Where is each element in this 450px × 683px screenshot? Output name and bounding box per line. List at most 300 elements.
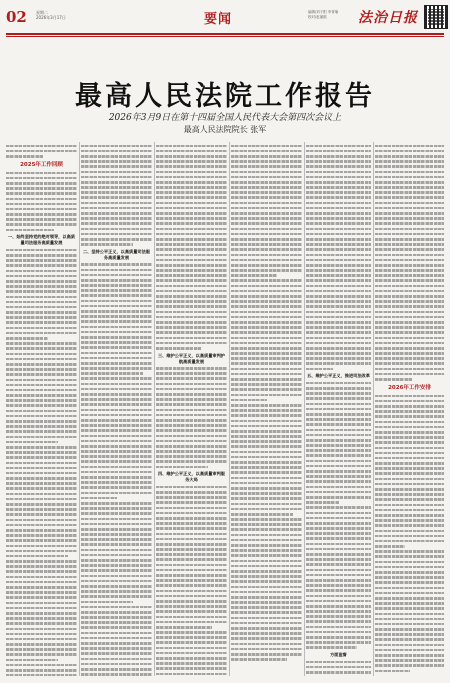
body-text-line xyxy=(6,441,58,444)
body-text-line xyxy=(6,617,77,620)
body-text-line xyxy=(375,483,444,486)
body-text-line xyxy=(6,436,77,439)
column-divider xyxy=(79,142,80,676)
body-text-line xyxy=(231,575,302,578)
body-text-line xyxy=(6,410,77,413)
body-text-line xyxy=(375,597,444,600)
body-text-line xyxy=(6,633,77,636)
body-text-line xyxy=(231,643,302,646)
body-text-line xyxy=(81,626,152,629)
body-text-line xyxy=(81,642,152,645)
body-text-line xyxy=(81,336,152,339)
body-text-line xyxy=(156,631,227,634)
body-text-line xyxy=(156,496,227,499)
body-text-line xyxy=(231,155,302,158)
body-text-line xyxy=(156,543,227,546)
body-text-line xyxy=(156,285,227,288)
body-text-line xyxy=(306,316,371,319)
body-text-line xyxy=(231,191,302,194)
body-text-line xyxy=(156,636,227,639)
body-text-line xyxy=(375,243,444,246)
body-text-line xyxy=(6,607,77,610)
proofreader-line: 校对/赵丽鸥 xyxy=(308,15,327,19)
body-text-line xyxy=(306,202,371,205)
body-text-line xyxy=(6,576,77,579)
column-divider xyxy=(373,142,374,676)
body-text-line xyxy=(81,492,152,495)
body-text-line xyxy=(231,570,302,573)
body-text-line xyxy=(6,353,77,356)
body-text-line xyxy=(156,367,227,370)
body-text-line xyxy=(156,491,227,494)
body-text-line xyxy=(81,217,152,220)
body-text-line xyxy=(81,543,152,546)
body-text-line xyxy=(156,486,227,489)
body-text-line xyxy=(156,196,227,199)
text-column-4 xyxy=(231,142,302,676)
body-text-line xyxy=(156,264,227,267)
body-text-line xyxy=(6,172,77,175)
body-text-line xyxy=(81,326,152,329)
body-text-line xyxy=(81,233,152,236)
section-heading: 五、维护公平正义，推进司法改革 xyxy=(307,373,370,379)
body-text-line xyxy=(156,512,227,515)
body-text-line xyxy=(306,311,371,314)
body-text-line xyxy=(231,586,302,589)
body-text-line xyxy=(156,466,208,469)
body-text-line xyxy=(6,570,77,573)
body-text-line xyxy=(306,574,371,577)
body-text-line xyxy=(6,622,77,625)
body-text-line xyxy=(231,181,302,184)
body-text-line xyxy=(81,274,152,277)
body-text-line xyxy=(81,549,152,552)
body-text-line xyxy=(81,564,152,567)
body-text-line xyxy=(81,357,152,360)
body-text-line xyxy=(6,249,77,252)
body-text-line xyxy=(231,238,302,241)
body-text-line xyxy=(156,238,227,241)
body-text-line xyxy=(156,574,227,577)
body-text-line xyxy=(6,524,77,527)
body-text-line xyxy=(6,462,77,465)
body-text-line xyxy=(6,270,77,273)
body-text-line xyxy=(81,377,152,380)
body-text-line xyxy=(6,290,77,293)
body-text-line xyxy=(81,279,152,282)
body-text-line xyxy=(6,203,77,206)
body-text-line xyxy=(6,456,77,459)
body-text-line xyxy=(375,644,444,647)
body-text-line xyxy=(306,506,371,509)
body-text-line xyxy=(231,632,302,635)
column-divider xyxy=(304,142,305,676)
body-text-line xyxy=(6,182,77,185)
body-text-line xyxy=(375,623,444,626)
article-body xyxy=(6,142,444,676)
headline: 最高人民法院工作报告 xyxy=(75,81,375,112)
body-text-line xyxy=(375,347,444,350)
body-text-line xyxy=(231,508,302,511)
issue-date-line: 2026年3月17日 xyxy=(36,15,66,20)
body-text-line xyxy=(81,595,152,598)
body-text-line xyxy=(306,641,371,644)
body-text-line xyxy=(231,544,302,547)
body-text-line xyxy=(231,549,302,552)
body-text-line xyxy=(156,259,227,262)
body-text-line xyxy=(231,591,302,594)
body-text-line xyxy=(306,368,333,371)
body-text-line xyxy=(231,373,302,376)
body-text-line xyxy=(306,429,371,432)
body-text-line xyxy=(156,337,227,340)
body-text-line xyxy=(306,352,371,355)
body-text-line xyxy=(156,222,227,225)
body-text-line xyxy=(156,662,227,665)
body-text-line xyxy=(306,517,371,520)
body-text-line xyxy=(81,523,152,526)
body-text-line xyxy=(306,615,371,618)
body-text-line xyxy=(306,228,371,231)
body-text-line xyxy=(6,643,77,646)
column-divider xyxy=(154,142,155,676)
body-text-line xyxy=(81,238,152,241)
body-text-line xyxy=(81,403,152,406)
body-text-line xyxy=(375,331,444,334)
body-text-line xyxy=(231,305,302,308)
body-text-line xyxy=(306,279,371,282)
body-text-line xyxy=(81,585,152,588)
body-text-line xyxy=(6,451,77,454)
body-text-line xyxy=(306,186,371,189)
body-text-line xyxy=(81,466,152,469)
body-text-line xyxy=(156,533,227,536)
body-text-line xyxy=(375,493,444,496)
body-text-line xyxy=(231,534,302,537)
body-text-line xyxy=(231,176,302,179)
body-text-line xyxy=(81,367,152,370)
body-text-line xyxy=(231,580,302,583)
body-text-line xyxy=(156,409,227,412)
body-text-line xyxy=(156,150,227,153)
body-text-line xyxy=(231,248,302,251)
body-text-line xyxy=(375,447,444,450)
body-text-line xyxy=(6,213,77,216)
body-text-line xyxy=(375,321,444,324)
body-text-line xyxy=(81,165,152,168)
body-text-line xyxy=(306,563,371,566)
body-text-line xyxy=(6,555,68,558)
body-text-line xyxy=(6,229,54,232)
body-text-line xyxy=(81,569,152,572)
body-text-line xyxy=(81,352,152,355)
body-text-line xyxy=(156,295,227,298)
body-text-line xyxy=(6,513,77,516)
section-heading: 三、维护公平正义，以高质量审判护航高质量发展 xyxy=(157,352,225,364)
body-text-line xyxy=(231,243,302,246)
section-heading: 二、坚持公平正义，以高质量司法服务高质量发展 xyxy=(82,248,150,260)
body-text-line xyxy=(375,395,444,398)
body-text-line xyxy=(6,384,77,387)
body-text-line xyxy=(156,460,227,463)
body-text-line xyxy=(81,590,152,593)
body-text-line xyxy=(375,191,444,194)
body-text-line xyxy=(81,575,152,578)
body-text-line xyxy=(231,653,302,656)
body-text-line xyxy=(306,605,371,608)
subheadline: 2026年3月9日在第十四届全国人民代表大会第四次会议上 xyxy=(108,113,342,123)
body-text-line xyxy=(231,482,302,485)
body-text-line xyxy=(306,150,371,153)
body-text-line xyxy=(6,155,44,158)
body-text-line xyxy=(156,300,227,303)
body-text-line xyxy=(306,543,371,546)
body-text-line xyxy=(81,145,152,148)
body-text-line xyxy=(231,430,302,433)
body-text-line xyxy=(306,362,371,365)
body-text-line xyxy=(231,378,302,381)
body-text-line xyxy=(81,507,152,510)
body-text-line xyxy=(6,430,77,433)
body-text-line xyxy=(375,638,444,641)
body-text-line xyxy=(156,424,227,427)
body-text-line xyxy=(81,284,152,287)
body-text-line xyxy=(81,554,152,557)
body-text-line xyxy=(6,472,77,475)
body-text-line xyxy=(231,233,302,236)
body-text-line xyxy=(306,600,371,603)
body-text-line xyxy=(375,530,444,533)
body-text-line xyxy=(156,641,227,644)
body-text-line xyxy=(6,404,77,407)
body-text-line xyxy=(156,569,227,572)
body-text-line xyxy=(306,342,371,345)
body-text-line xyxy=(81,528,152,531)
body-text-line xyxy=(6,394,77,397)
body-text-line xyxy=(81,512,152,515)
body-text-line xyxy=(231,171,302,174)
body-text-line xyxy=(375,670,410,673)
body-text-line xyxy=(81,315,152,318)
body-text-line xyxy=(81,207,152,210)
masthead-rule-thin xyxy=(6,36,444,37)
body-text-line xyxy=(375,664,444,667)
body-text-line xyxy=(156,228,227,231)
body-text-line xyxy=(306,269,371,272)
body-text-line xyxy=(81,450,152,453)
body-text-line xyxy=(81,502,152,505)
body-text-line xyxy=(306,259,371,262)
body-text-line xyxy=(6,602,77,605)
body-text-line xyxy=(156,191,227,194)
body-text-line xyxy=(306,238,371,241)
body-text-line xyxy=(81,393,152,396)
body-text-line xyxy=(375,207,444,210)
body-text-line xyxy=(306,160,371,163)
body-text-line xyxy=(81,424,152,427)
body-text-line xyxy=(6,264,77,267)
body-text-line xyxy=(81,372,143,375)
section-heading: 一、始终坚持党的绝对领导，以高质量司法服务高质量发展 xyxy=(7,234,75,246)
body-text-line xyxy=(375,613,444,616)
body-text-line xyxy=(156,590,227,593)
body-text-line xyxy=(6,508,77,511)
body-text-line xyxy=(81,668,152,671)
body-text-line xyxy=(231,497,302,500)
body-text-line xyxy=(81,383,152,386)
body-text-line xyxy=(231,145,302,148)
body-text-line xyxy=(156,501,227,504)
body-text-line xyxy=(375,555,444,558)
body-text-line xyxy=(231,202,302,205)
body-text-line xyxy=(6,498,77,501)
body-text-line xyxy=(81,445,152,448)
body-text-line xyxy=(375,269,444,272)
body-text-line xyxy=(6,477,77,480)
body-text-line xyxy=(231,186,302,189)
body-text-line xyxy=(375,581,444,584)
body-text-line xyxy=(375,436,444,439)
body-text-line xyxy=(81,419,152,422)
body-text-line xyxy=(306,569,371,572)
body-text-line xyxy=(6,503,77,506)
body-text-line xyxy=(156,398,227,401)
body-text-line xyxy=(231,523,302,526)
body-text-line xyxy=(375,228,444,231)
body-text-line xyxy=(156,342,227,345)
body-text-line xyxy=(156,667,227,670)
body-text-line xyxy=(6,223,77,226)
body-text-line xyxy=(375,628,444,631)
body-text-line xyxy=(81,580,152,583)
body-text-line xyxy=(375,238,444,241)
body-text-line xyxy=(375,431,444,434)
body-text-line xyxy=(306,222,371,225)
body-text-line xyxy=(6,596,77,599)
body-text-line xyxy=(156,269,227,272)
body-text-line xyxy=(81,611,152,614)
body-text-line xyxy=(375,524,444,527)
body-text-line xyxy=(6,653,77,656)
body-text-line xyxy=(375,400,444,403)
body-text-line xyxy=(81,673,152,676)
body-text-line xyxy=(6,550,77,553)
body-text-line xyxy=(6,539,77,542)
body-text-line xyxy=(306,243,371,246)
body-text-line xyxy=(375,233,444,236)
body-text-line xyxy=(375,410,444,413)
body-text-line xyxy=(306,305,371,308)
body-text-line xyxy=(156,652,227,655)
body-text-line xyxy=(156,414,227,417)
body-text-line xyxy=(375,254,444,257)
body-text-line xyxy=(156,233,227,236)
body-text-line xyxy=(375,176,444,179)
body-text-line xyxy=(81,606,152,609)
body-text-line xyxy=(81,455,152,458)
body-text-line xyxy=(156,548,227,551)
body-text-line xyxy=(306,460,371,463)
body-text-line xyxy=(375,478,444,481)
editor-credits xyxy=(308,10,358,20)
issue-weekday: 星期二 xyxy=(36,10,48,15)
body-text-line xyxy=(375,472,444,475)
body-text-line xyxy=(81,196,152,199)
body-text-line xyxy=(231,648,302,651)
body-text-line xyxy=(306,491,371,494)
body-text-line xyxy=(156,145,227,148)
body-text-line xyxy=(81,212,152,215)
body-text-line xyxy=(375,212,444,215)
body-text-line xyxy=(231,347,302,350)
body-text-line xyxy=(306,248,371,251)
body-text-line xyxy=(231,337,302,340)
body-text-line xyxy=(81,533,152,536)
body-text-line xyxy=(375,295,444,298)
body-text-line xyxy=(156,316,227,319)
body-text-line xyxy=(156,290,227,293)
body-text-line xyxy=(306,501,339,504)
body-text-line xyxy=(231,513,293,516)
body-text-line xyxy=(375,316,444,319)
body-text-line xyxy=(156,181,227,184)
body-text-line xyxy=(81,538,152,541)
body-text-line xyxy=(6,254,77,257)
body-text-line xyxy=(306,610,371,613)
body-text-line xyxy=(81,518,152,521)
column-divider xyxy=(229,142,230,676)
body-text-line xyxy=(81,191,152,194)
body-text-line xyxy=(375,342,444,345)
body-text-line xyxy=(375,248,444,251)
body-text-line xyxy=(231,196,302,199)
body-text-line xyxy=(306,274,371,277)
body-text-line xyxy=(375,592,444,595)
section-heading: 2025年工作回顾 xyxy=(20,161,63,168)
body-text-line xyxy=(231,611,302,614)
body-text-line xyxy=(231,357,302,360)
body-text-line xyxy=(81,632,152,635)
body-text-line xyxy=(156,160,227,163)
body-text-line xyxy=(6,586,77,589)
body-text-line xyxy=(231,352,302,355)
body-text-line xyxy=(156,186,227,189)
body-text-line xyxy=(375,357,444,360)
body-text-line xyxy=(231,560,302,563)
text-column-3 xyxy=(156,142,227,676)
body-text-line xyxy=(375,452,444,455)
body-text-line xyxy=(306,207,371,210)
body-text-line xyxy=(306,300,371,303)
body-text-line xyxy=(231,425,302,428)
body-text-line xyxy=(306,418,371,421)
body-text-line xyxy=(231,295,302,298)
body-text-line xyxy=(375,373,444,376)
body-text-line xyxy=(156,647,227,650)
body-text-line xyxy=(306,403,371,406)
body-text-line xyxy=(156,584,227,587)
body-text-line xyxy=(375,259,444,262)
body-text-line xyxy=(375,498,444,501)
body-text-line xyxy=(231,150,302,153)
body-text-line xyxy=(231,217,302,220)
body-text-line xyxy=(6,669,77,672)
body-text-line xyxy=(156,377,227,380)
body-text-line xyxy=(6,399,77,402)
body-text-line xyxy=(81,202,152,205)
newspaper-logo: 法治日报 xyxy=(358,10,418,26)
body-text-line xyxy=(81,294,152,297)
